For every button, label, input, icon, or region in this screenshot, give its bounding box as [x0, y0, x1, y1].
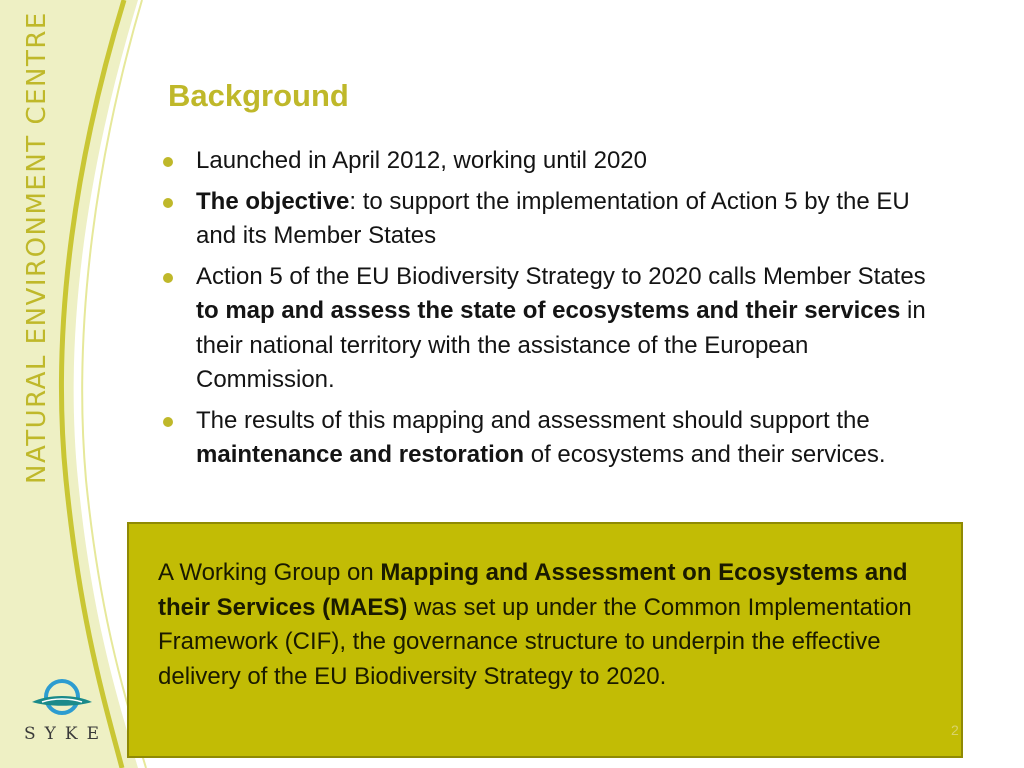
bullet-item [158, 185, 938, 254]
bullet-text: : to support the implementation of Action 5 by the EU and its Member States [196, 187, 910, 249]
bullet-item [158, 404, 938, 473]
bullet-text: in their national territory with the assistance of the European Commission. [196, 297, 926, 393]
bullet-item [158, 260, 938, 398]
bullet-text: Action 5 of the EU Biodiversity Strategy to 2020 calls Member States [196, 262, 926, 290]
bullet-item [158, 144, 938, 179]
vertical-organization-name: NATURAL ENVIRONMENT CENTRE [22, 11, 52, 484]
callout-bold-text: Mapping and Assessment on Ecosystems and their Services (MAES) [158, 559, 908, 621]
callout-box [127, 522, 963, 758]
bullet-bold-text: maintenance and restoration [196, 441, 525, 468]
bullet-text: The results of this mapping and assessment should support the [196, 406, 870, 434]
bullet-dot-icon [163, 273, 173, 283]
slide-title: Background [168, 78, 349, 113]
syke-logo-icon [30, 676, 94, 720]
bullet-dot-icon [163, 417, 173, 427]
callout-text [158, 556, 933, 694]
slide-number: 2 [951, 722, 959, 738]
bullet-text: Launched in April 2012, working until 2020 [196, 147, 647, 174]
callout-text-part: A Working Group on [158, 559, 381, 586]
callout-text-part: was set up under the Common Implementation Framework (CIF), the governance structure to underpin the effective delivery of the EU Biodiversity Strategy to 2020. [158, 593, 912, 690]
bullet-list [158, 144, 938, 479]
syke-logo [14, 676, 110, 744]
bullet-dot-icon [163, 198, 173, 208]
bullet-bold-text: The objective [196, 187, 350, 215]
bullet-dot-icon [163, 157, 173, 167]
bullet-text: of ecosystems and their services. [524, 441, 886, 468]
bullet-bold-text: to map and assess the state of ecosystems and their services [196, 297, 901, 324]
logo-wordmark: SYKE [24, 724, 108, 744]
